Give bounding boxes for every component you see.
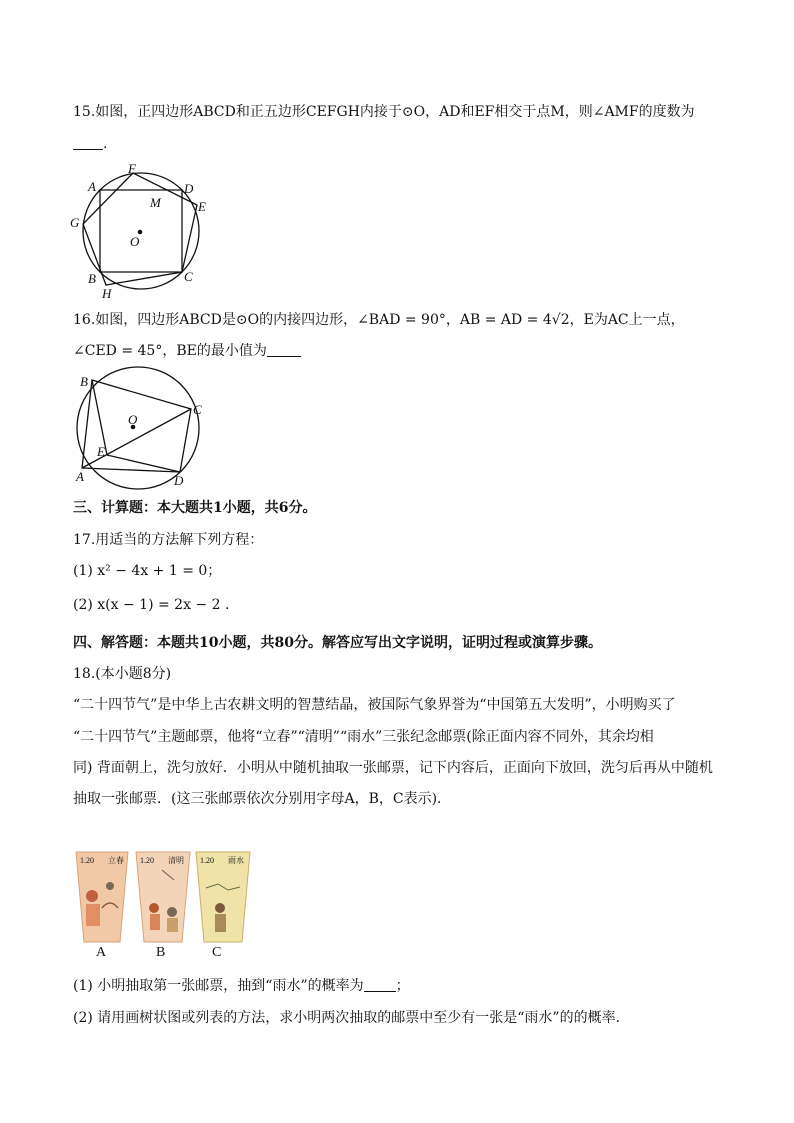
fig15-label-h: H xyxy=(102,286,112,300)
q18-part1-end: ； xyxy=(395,978,410,994)
fig16-label-e: E xyxy=(97,444,105,459)
q15-line2 xyxy=(73,134,107,154)
q18-answer-blank xyxy=(364,977,396,992)
stamp-b-price: 1.20 xyxy=(140,856,154,865)
fig16-label-c: C xyxy=(193,402,202,417)
stamp-a-title: 立春 xyxy=(108,856,124,865)
fig16-label-o: O xyxy=(128,412,138,427)
q16-answer-blank xyxy=(267,342,301,357)
fig16-label-d: D xyxy=(174,473,184,488)
fig16-label-b: B xyxy=(80,374,88,389)
stamp-b xyxy=(136,852,190,942)
fig15-label-f: F xyxy=(128,161,136,176)
q18-para2: “二十四节气”主题邮票，他将“立春”“清明”“雨水”三张纪念邮票(除正面内容不同外，其余均相 xyxy=(73,729,654,745)
q15-line1: 15.如图，正四边形ABCD和正五边形CEFGH内接于⊙O，AD和EF相交于点M，则∠AMF的度数为 xyxy=(73,104,695,120)
fig15-label-c: C xyxy=(184,269,193,284)
stamp-c-title: 雨水 xyxy=(228,856,244,865)
stamp-label-b: B xyxy=(156,945,166,960)
stamp-a-price: 1.20 xyxy=(80,856,94,865)
stamp-a xyxy=(76,852,128,942)
q15-period: . xyxy=(103,136,108,152)
fig15-label-a: A xyxy=(88,179,96,194)
fig15-label-e: E xyxy=(198,199,206,214)
figure-15 xyxy=(66,160,216,300)
q16-line1: 16.如图，四边形ABCD是⊙O的内接四边形，∠BAD = 90°，AB = AD = 4√2，E为AC上一点， xyxy=(73,312,685,328)
fig16-label-a: A xyxy=(76,469,84,484)
stamp-label-c: C xyxy=(212,945,222,960)
fig15-label-m: M xyxy=(150,195,161,210)
q18-part1-text: (1) 小明抽取第一张邮票，抽到“雨水”的概率为 xyxy=(73,978,364,994)
q16-line2-text: ∠CED = 45°，BE的最小值为 xyxy=(73,343,267,359)
section-4-heading: 四、解答题：本题共10小题，共80分。解答应写出文字说明，证明过程或演算步骤。 xyxy=(73,635,602,651)
q18-para1: “二十四节气”是中华上古农耕文明的智慧结晶，被国际气象界誉为“中国第五大发明”，小明购买了 xyxy=(73,697,676,713)
q18-head: 18.(本小题8分) xyxy=(73,666,172,682)
fig15-label-o: O xyxy=(130,234,140,249)
q18-part1 xyxy=(73,976,410,996)
q15-answer-blank xyxy=(73,135,103,150)
fig15-label-b: B xyxy=(88,271,96,286)
stamp-b-title: 清明 xyxy=(168,856,184,865)
fig15-label-d: D xyxy=(184,181,194,196)
q17-part1: (1) x² − 4x + 1 = 0； xyxy=(73,563,222,579)
stamp-label-a: A xyxy=(96,945,107,960)
figure-16 xyxy=(66,365,216,490)
q17-part2: (2) x(x − 1) = 2x − 2 . xyxy=(73,597,230,613)
q16-line2 xyxy=(73,341,301,361)
section-3-heading: 三、计算题：本大题共1小题，共6分。 xyxy=(73,500,317,516)
q17-stem: 17.用适当的方法解下列方程： xyxy=(73,532,264,548)
fig15-label-g: G xyxy=(70,215,80,230)
stamp-c xyxy=(196,852,250,942)
q18-para4: 抽取一张邮票．(这三张邮票依次分别用字母A，B，C表示)． xyxy=(73,791,452,807)
q18-part2: (2) 请用画树状图或列表的方法，求小明两次抽取的邮票中至少有一张是“雨水”的的概率． xyxy=(73,1010,630,1026)
stamp-c-price: 1.20 xyxy=(200,856,214,865)
stamp-image-group xyxy=(72,848,257,948)
q18-para3: 同) 背面朝上，洗匀放好．小明从中随机抽取一张邮票，记下内容后，正面向下放回，洗匀后再从中随机 xyxy=(73,760,713,776)
